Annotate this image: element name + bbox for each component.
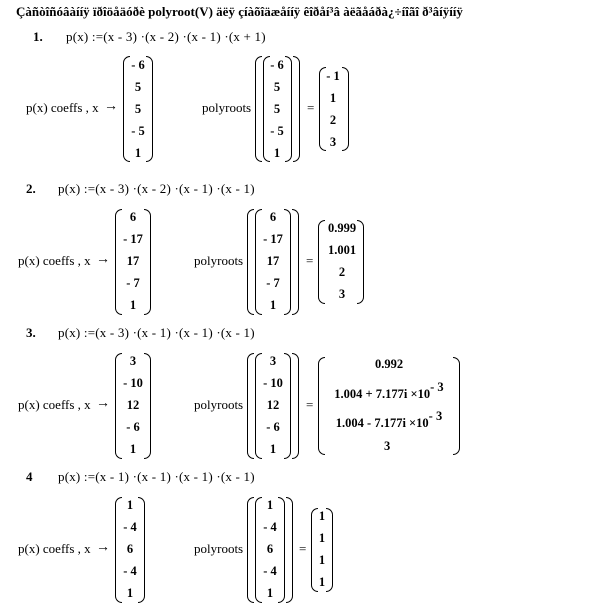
roots-result-matrix bbox=[323, 217, 361, 305]
matrix-cell: 1 bbox=[129, 298, 137, 312]
coeffs-matrix-right-bracket bbox=[146, 56, 153, 162]
matrix-cell: 3 bbox=[129, 354, 137, 368]
coeffs-expression[interactable]: p(x) coeffs , x bbox=[18, 397, 91, 412]
polynomial-definition[interactable]: p(x) :=(x - 1) ·(x - 1) ·(x - 1) ·(x - 1) bbox=[58, 469, 255, 484]
matrix-cell: 5 bbox=[273, 80, 281, 94]
matrix-cell: - 6 bbox=[270, 58, 284, 72]
arg-matrix-right-bracket bbox=[284, 353, 291, 459]
matrix-cell: 12 bbox=[266, 398, 280, 412]
root-mantissa: 1.004 + 7.177i ×10 bbox=[334, 387, 431, 401]
root-value: 2 bbox=[338, 265, 346, 279]
equals-sign: = bbox=[306, 253, 314, 268]
function-right-paren bbox=[286, 497, 293, 603]
function-right-paren bbox=[292, 209, 299, 315]
polynomial-definition[interactable]: p(x) :=(x - 3) ·(x - 2) ·(x - 1) ·(x + 1) bbox=[66, 29, 266, 44]
matrix-cell: 6 bbox=[126, 542, 134, 556]
function-left-paren bbox=[247, 209, 254, 315]
function-right-paren bbox=[293, 56, 300, 162]
example-number: 2. bbox=[26, 181, 36, 196]
polyroots-arg-matrix bbox=[260, 206, 286, 316]
matrix-cell: - 10 bbox=[123, 376, 143, 390]
root-value: 1 bbox=[318, 553, 326, 567]
matrix-cell: - 4 bbox=[123, 564, 137, 578]
polyroots-arg-matrix bbox=[260, 350, 286, 460]
matrix-cell: 1 bbox=[134, 146, 142, 160]
polynomial-definition[interactable]: p(x) :=(x - 3) ·(x - 1) ·(x - 1) ·(x - 1) bbox=[58, 325, 255, 340]
arg-matrix-right-bracket bbox=[278, 497, 285, 603]
root-value: - 1 bbox=[326, 69, 340, 83]
coeffs-matrix bbox=[120, 350, 146, 460]
root-value: 1 bbox=[318, 531, 326, 545]
example-number: 4 bbox=[26, 469, 33, 484]
equals-sign: = bbox=[299, 541, 307, 556]
matrix-cell: 1 bbox=[129, 442, 137, 456]
root-exponent: - 3 bbox=[428, 409, 443, 423]
matrix-cell: - 17 bbox=[263, 232, 283, 246]
equals-sign: = bbox=[307, 100, 315, 115]
coeffs-matrix-right-bracket bbox=[144, 353, 151, 459]
root-value-complex bbox=[334, 376, 443, 405]
matrix-cell: 1 bbox=[266, 498, 274, 512]
root-value: 1.001 bbox=[327, 243, 357, 257]
root-value: 2 bbox=[329, 113, 337, 127]
symbolic-arrow: → bbox=[96, 252, 110, 267]
coeffs-expression[interactable]: p(x) coeffs , x bbox=[18, 541, 91, 556]
matrix-cell: - 4 bbox=[263, 564, 277, 578]
polyroots-function[interactable]: polyroots bbox=[194, 541, 244, 556]
function-right-paren bbox=[292, 353, 299, 459]
matrix-cell: 1 bbox=[269, 442, 277, 456]
matrix-cell: 6 bbox=[269, 210, 277, 224]
result-matrix-right-bracket bbox=[342, 67, 349, 151]
matrix-cell: 17 bbox=[266, 254, 280, 268]
root-value: 3 bbox=[384, 439, 391, 453]
matrix-cell: - 17 bbox=[123, 232, 143, 246]
matrix-cell: - 5 bbox=[131, 124, 145, 138]
matrix-cell: 5 bbox=[134, 80, 142, 94]
coeffs-matrix-right-bracket bbox=[144, 209, 151, 315]
polyroots-arg-matrix bbox=[267, 54, 287, 164]
symbolic-arrow: → bbox=[96, 540, 110, 555]
root-mantissa: 1.004 - 7.177i ×10 bbox=[335, 416, 429, 430]
coeffs-expression[interactable]: p(x) coeffs , x bbox=[26, 100, 99, 115]
matrix-cell: 17 bbox=[126, 254, 140, 268]
arg-matrix-right-bracket bbox=[284, 209, 291, 315]
result-matrix-right-bracket bbox=[453, 357, 460, 455]
matrix-cell: 1 bbox=[266, 586, 274, 600]
polyroots-function[interactable]: polyroots bbox=[194, 397, 244, 412]
equals-sign: = bbox=[306, 397, 314, 412]
coeffs-expression[interactable]: p(x) coeffs , x bbox=[18, 253, 91, 268]
matrix-cell: - 4 bbox=[123, 520, 137, 534]
matrix-cell: - 10 bbox=[263, 376, 283, 390]
polyroots-function[interactable]: polyroots bbox=[202, 100, 252, 115]
roots-result-matrix bbox=[324, 352, 454, 458]
coeffs-matrix bbox=[120, 206, 146, 316]
result-matrix-right-bracket bbox=[357, 220, 364, 304]
matrix-cell: 1 bbox=[126, 498, 134, 512]
symbolic-arrow: → bbox=[96, 396, 110, 411]
root-value: 1 bbox=[318, 575, 326, 589]
function-left-paren bbox=[247, 497, 254, 603]
matrix-cell: - 6 bbox=[266, 420, 280, 434]
function-left-paren bbox=[255, 56, 262, 162]
roots-result-matrix bbox=[323, 65, 343, 153]
matrix-cell: - 7 bbox=[126, 276, 140, 290]
example-number: 3. bbox=[26, 325, 36, 340]
matrix-cell: 1 bbox=[273, 146, 281, 160]
matrix-cell: 5 bbox=[273, 102, 281, 116]
matrix-cell: 12 bbox=[126, 398, 140, 412]
matrix-cell: 1 bbox=[126, 586, 134, 600]
root-value-complex bbox=[336, 405, 442, 434]
matrix-cell: - 5 bbox=[270, 124, 284, 138]
root-value: 0.992 bbox=[374, 357, 404, 371]
root-value: 1 bbox=[329, 91, 337, 105]
matrix-cell: 6 bbox=[129, 210, 137, 224]
matrix-cell: 3 bbox=[269, 354, 277, 368]
symbolic-arrow: → bbox=[104, 99, 118, 114]
result-matrix-right-bracket bbox=[326, 508, 333, 592]
matrix-cell: 6 bbox=[266, 542, 274, 556]
root-value: 3 bbox=[329, 135, 337, 149]
matrix-cell: - 6 bbox=[131, 58, 145, 72]
polyroots-function[interactable]: polyroots bbox=[194, 253, 244, 268]
example-number: 1. bbox=[33, 29, 43, 44]
root-value: 1 bbox=[318, 509, 326, 523]
root-value: 3 bbox=[338, 287, 346, 301]
page-title: Çàñòîñóâàííÿ ïðîöåäóðè polyroot(V) äëÿ çíàõîäæåííÿ êîðåí³â àëãåáðà¿÷íîãî ð³âíÿííÿ bbox=[16, 4, 463, 19]
coeffs-matrix bbox=[128, 54, 148, 164]
matrix-cell: - 6 bbox=[126, 420, 140, 434]
coeffs-matrix-right-bracket bbox=[138, 497, 145, 603]
root-value: 0.999 bbox=[327, 221, 357, 235]
matrix-cell: 1 bbox=[269, 298, 277, 312]
arg-matrix-right-bracket bbox=[285, 56, 292, 162]
root-exponent: - 3 bbox=[430, 380, 444, 394]
function-left-paren bbox=[247, 353, 254, 459]
matrix-cell: - 7 bbox=[266, 276, 280, 290]
polynomial-definition[interactable]: p(x) :=(x - 3) ·(x - 2) ·(x - 1) ·(x - 1) bbox=[58, 181, 255, 196]
matrix-cell: - 4 bbox=[263, 520, 277, 534]
matrix-cell: 5 bbox=[134, 102, 142, 116]
